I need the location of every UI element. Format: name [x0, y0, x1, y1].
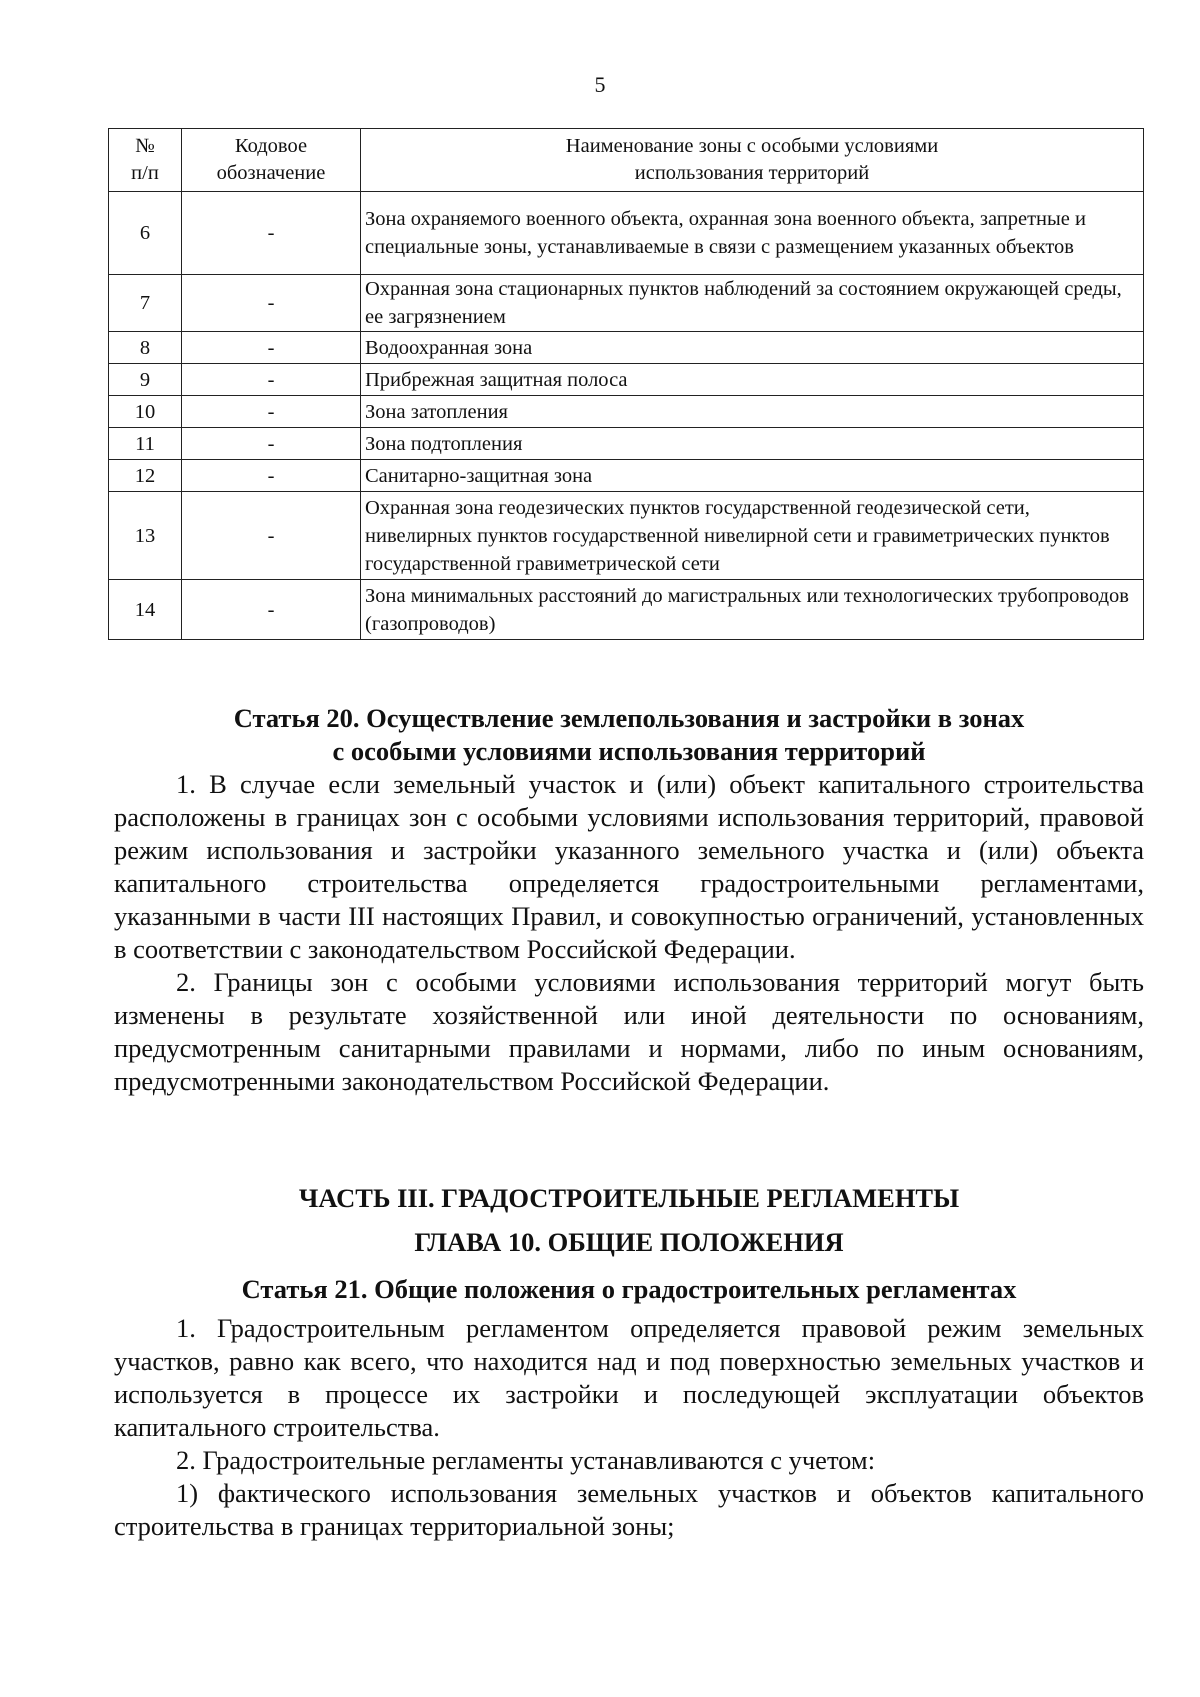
row-code: -: [182, 192, 361, 275]
table-row: [109, 428, 1144, 460]
table-row: [109, 192, 1144, 275]
row-num: 12: [109, 460, 182, 492]
article-20-title-line1: Статья 20. Осуществление землепользования и застройки в зонах: [233, 703, 1025, 733]
table-row: [109, 332, 1144, 364]
row-name: Зона охраняемого военного объекта, охранная зона военного объекта, запретные и специальные зоны, устанавливаемые в связи с размещением указанных объектов: [361, 192, 1144, 275]
header-num-line2: п/п: [131, 162, 159, 184]
table-row: [109, 460, 1144, 492]
row-code: -: [182, 492, 361, 580]
page-number: 5: [594, 72, 606, 97]
row-name: Водоохранная зона: [361, 332, 1144, 364]
row-name: Санитарно-защитная зона: [361, 460, 1144, 492]
table-row: [109, 275, 1144, 332]
table-row: [109, 364, 1144, 396]
row-num: 11: [109, 428, 182, 460]
row-name: Зона подтопления: [361, 428, 1144, 460]
article-20-section: [114, 702, 1144, 1098]
row-code: -: [182, 580, 361, 640]
row-name: Охранная зона геодезических пунктов государственной геодезической сети, нивелирных пунктов государственной нивелирной сети и гравиметрических пунктов государственной гравиметрической сети: [361, 492, 1144, 580]
row-code: -: [182, 460, 361, 492]
article-21-title: Статья 21. Общие положения о градостроительных регламентах: [241, 1274, 1017, 1304]
row-code: -: [182, 428, 361, 460]
article-20-paragraph-2: 2. Границы зон с особыми условиями использования территорий могут быть изменены в результате хозяйственной или иной деятельности по основаниям, предусмотренным санитарными правилами и нормами, либо по иным основаниям, предусмотренными законодательством Российской Федерации.: [114, 967, 1144, 1096]
table-header-row: [109, 129, 1144, 192]
header-name-line1: Наименование зоны с особыми условиями: [565, 135, 939, 157]
row-num: 13: [109, 492, 182, 580]
header-num-line1: №: [135, 135, 155, 157]
article-20-paragraph-1: 1. В случае если земельный участок и (или) объект капитального строительства расположены в границах зон с особыми условиями использования территорий, правовой режим использования и застройки указанного земельного участка и (или) объекта капитального строительства определяется градостроительными регламентами, указанными в части III настоящих Правил, и совокупностью ограничений, установленных в соответствии с законодательством Российской Федерации.: [114, 769, 1144, 964]
row-num: 6: [109, 192, 182, 275]
article-21-paragraph-2: 2. Градостроительные регламенты устанавливаются с учетом:: [176, 1445, 876, 1475]
row-name: Зона затопления: [361, 396, 1144, 428]
article-21-paragraph-1: 1. Градостроительным регламентом определяется правовой режим земельных участков, равно как всего, что находится над и под поверхностью земельных участков и используется в процессе их застройки и последующей эксплуатации объектов капитального строительства.: [114, 1313, 1144, 1442]
part-3-title: ЧАСТЬ III. ГРАДОСТРОИТЕЛЬНЫЕ РЕГЛАМЕНТЫ: [298, 1183, 960, 1213]
row-num: 14: [109, 580, 182, 640]
row-num: 7: [109, 275, 182, 332]
row-code: -: [182, 396, 361, 428]
chapter-10-title: ГЛАВА 10. ОБЩИЕ ПОЛОЖЕНИЯ: [414, 1227, 844, 1257]
article-20-title-line2: с особыми условиями использования территорий: [332, 736, 926, 766]
row-name: Охранная зона стационарных пунктов наблюдений за состоянием окружающей среды, ее загрязнением: [361, 275, 1144, 332]
header-code-line1: Кодовое: [234, 135, 308, 157]
article-21-paragraph-3: 1) фактического использования земельных участков и объектов капитального строительства в границах территориальной зоны;: [114, 1478, 1144, 1541]
row-num: 8: [109, 332, 182, 364]
row-num: 10: [109, 396, 182, 428]
table-row: [109, 396, 1144, 428]
header-code: [182, 129, 361, 192]
header-name: [361, 129, 1144, 192]
table-row: [109, 492, 1144, 580]
row-code: -: [182, 332, 361, 364]
table-row: [109, 580, 1144, 640]
header-name-line2: использования территорий: [634, 162, 870, 184]
header-num: [109, 129, 182, 192]
row-code: -: [182, 275, 361, 332]
row-num: 9: [109, 364, 182, 396]
header-code-line2: обозначение: [216, 162, 326, 184]
row-name: Прибрежная защитная полоса: [361, 364, 1144, 396]
zones-table: [108, 128, 1144, 640]
row-code: -: [182, 364, 361, 396]
article-21-section: [114, 1273, 1144, 1543]
article-20-title: [114, 702, 1144, 768]
row-name: Зона минимальных расстояний до магистральных или технологических трубопроводов (газопроводов): [361, 580, 1144, 640]
